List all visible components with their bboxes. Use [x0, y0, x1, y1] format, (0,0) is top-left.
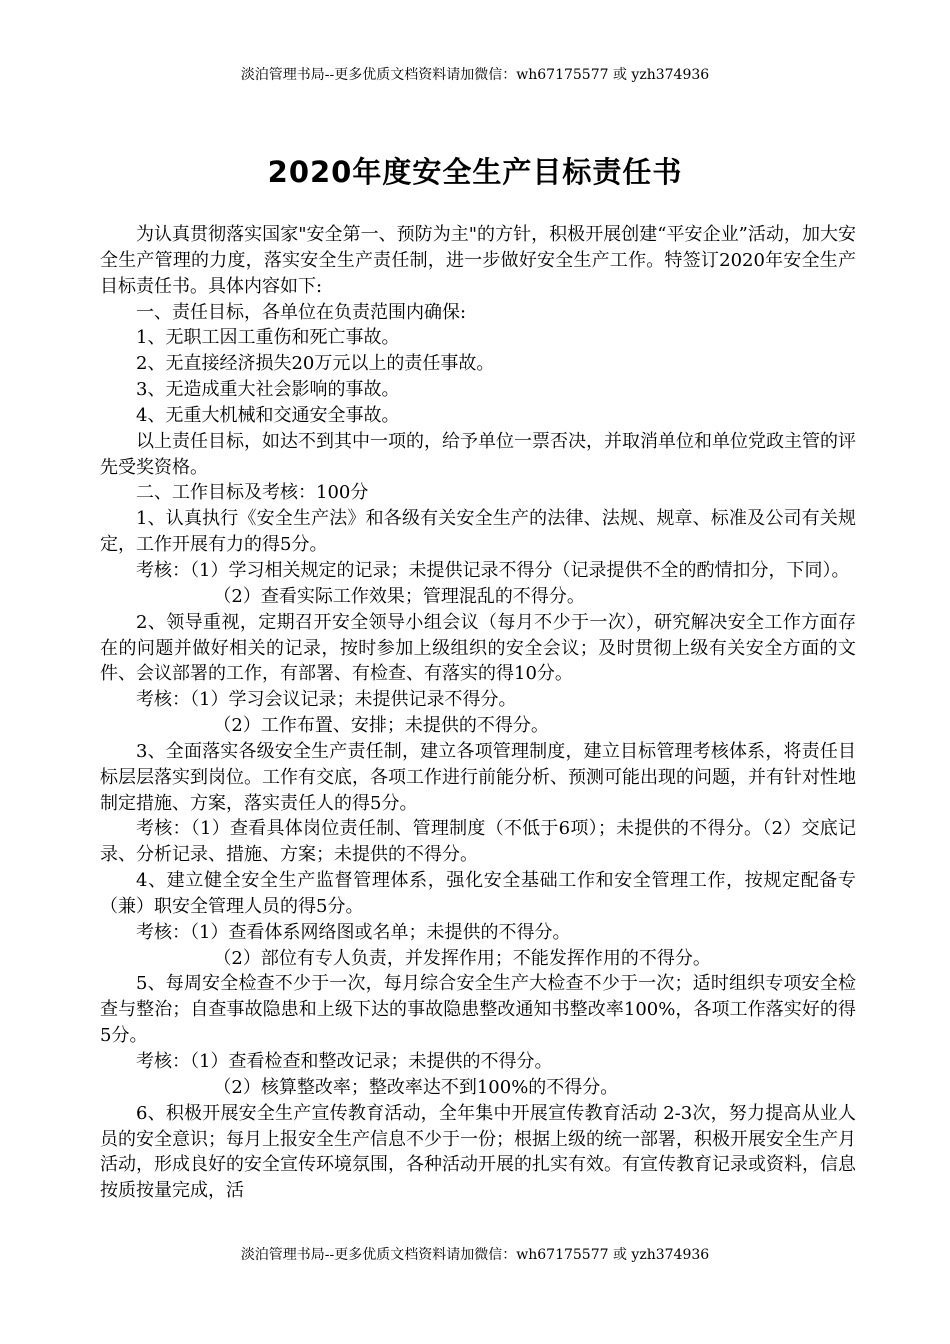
page-header-note: 淡泊管理书局--更多优质文档资料请加微信：wh67175577 或 yzh374936 [240, 67, 710, 83]
work-item-4: 4、建立健全安全生产监督管理体系，强化安全基础工作和安全管理工作，按规定配备专（兼）职安全管理人员的得5分。 [100, 870, 856, 917]
paragraph-intro: 为认真贯彻落实国家"安全第一、预防为主"的方针，积极开展创建“平安企业”活动，加大安全生产管理的力度，落实安全生产责任制，进一步做好安全生产工作。特签订2020年安全生产目标责任书。具体内容如下: [100, 224, 856, 297]
work-item-5: 5、每周安全检查不少于一次，每月综合安全生产大检查不少于一次；适时组织专项安全检查与整治；自查事故隐患和上级下达的事故隐患整改通知书整改率100%，各项工作落实好的得5分。 [100, 973, 856, 1047]
assessment-1-part-1: 考核：（1）学习相关规定的记录；未提供记录不得分（记录提供不全的酌情扣分，下同）。 [136, 559, 850, 581]
goal-item-1: 1、无职工因工重伤和死亡事故。 [136, 327, 400, 349]
goal-item-2: 2、无直接经济损失20万元以上的责任事故。 [136, 353, 495, 375]
assessment-4-part-2: （2）部位有专人负责，并发挥作用；不能发挥作用的不得分。 [213, 947, 711, 969]
section-heading-responsibility-goals: 一、责任目标，各单位在负责范围内确保: [136, 301, 467, 323]
work-item-2: 2、领导重视，定期召开安全领导小组会议（每月不少于一次），研究解决安全工作方面存在的问题并做好相关的记录，按时参加上级组织的安全会议；及时贯彻上级有关安全方面的文件、会议部署的工作，有部署、有检查、有落实的得10分。 [100, 611, 856, 685]
section-heading-work-goals: 二、工作目标及考核：100分 [136, 482, 369, 504]
assessment-4-part-1: 考核：（1）查看体系网络图或名单；未提供的不得分。 [136, 921, 571, 943]
work-item-3: 3、全面落实各级安全生产责任制，建立各项管理制度，建立目标管理考核体系，将责任目标层层落实到岗位。工作有交底，各项工作进行前能分析、预测可能出现的问题，并有针对性地制定措施、方案，落实责任人的得5分。 [100, 740, 856, 814]
assessment-1-part-2: （2）查看实际工作效果；管理混乱的不得分。 [213, 585, 585, 607]
assessment-2-part-2: （2）工作布置、安排；未提供的不得分。 [213, 715, 549, 737]
document-title: 2020年度安全生产目标责任书 [267, 155, 683, 189]
page-footer-note: 淡泊管理书局--更多优质文档资料请加微信：wh67175577 或 yzh374936 [240, 1247, 710, 1263]
assessment-5-part-2: （2）核算整改率；整改率达不到100%的不得分。 [213, 1076, 619, 1098]
goal-item-4: 4、无重大机械和交通安全事故。 [136, 404, 400, 426]
goal-item-3: 3、无造成重大社会影响的事故。 [136, 379, 400, 401]
work-item-1: 1、认真执行《安全生产法》和各级有关安全生产的法律、法规、规章、标准及公司有关规定，工作开展有力的得5分。 [100, 508, 856, 556]
assessment-2-part-1: 考核：（1）学习会议记录；未提供记录不得分。 [136, 689, 517, 711]
goal-summary: 以上责任目标，如达不到其中一项的，给予单位一票否决，并取消单位和单位党政主管的评先受奖资格。 [100, 430, 856, 478]
work-item-6: 6、积极开展安全生产宣传教育活动，全年集中开展宣传教育活动 2-3次，努力提高从业人员的安全意识；每月上报安全生产信息不少于一份；根据上级的统一部署，积极开展安全生产月活动，形成良好的安全宣传环境氛围，各种活动开展的扎实有效。有宣传教育记录或资料，信息按质按量完成，活 [100, 1102, 856, 1202]
document-body [100, 222, 856, 1204]
assessment-3: 考核：（1）查看具体岗位责任制、管理制度（不低于6项）；未提供的不得分。（2）交底记录、分析记录、措施、方案；未提供的不得分。 [100, 818, 856, 866]
assessment-5-part-1: 考核：（1）查看检查和整改记录；未提供的不得分。 [136, 1051, 553, 1072]
